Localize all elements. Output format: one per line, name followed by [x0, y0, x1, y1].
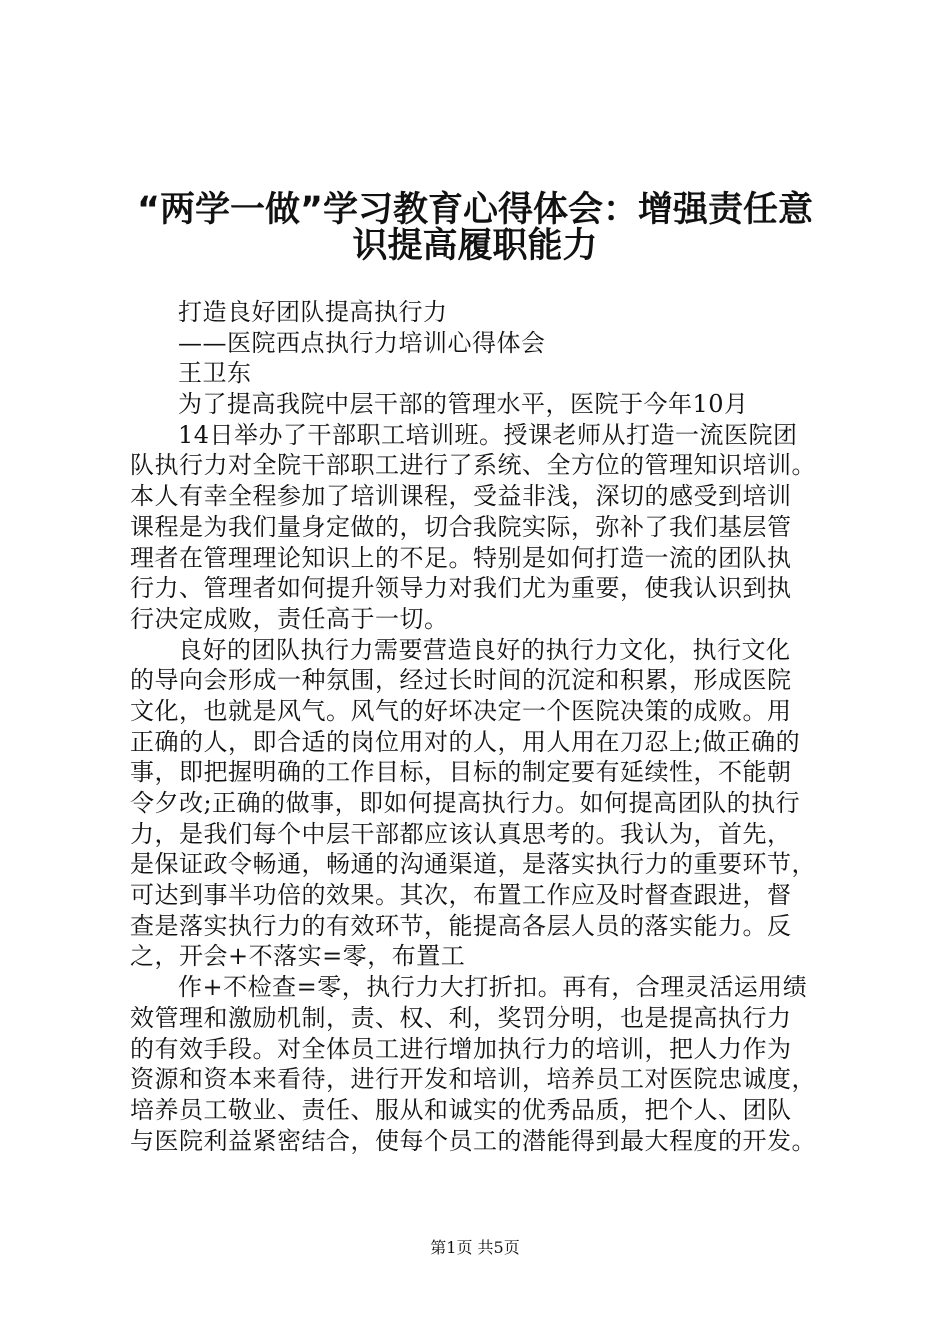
body-text-line: 打造良好团队提高执行力 [178, 298, 448, 326]
body-text-line: 与医院利益紧密结合，使每个员工的潜能得到最大程度的开发。 [130, 1126, 816, 1155]
body-text-line: 令夕改;正确的做事，即如何提高执行力。如何提高团队的执行 [130, 789, 801, 817]
body-text-line: 理者在管理理论知识上的不足。特别是如何打造一流的团队执 [130, 543, 792, 572]
body-text-line: 查是落实执行力的有效环节，能提高各层人员的落实能力。反 [130, 911, 792, 940]
body-text-line: 之，开会+不落实=零，布置工 [130, 942, 466, 971]
body-text-line: 的有效手段。对全体员工进行增加执行力的培训，把人力作为 [130, 1034, 792, 1063]
body-text-line: 队执行力对全院干部职工进行了系统、全方位的管理知识培训。 [130, 451, 816, 480]
body-text-line: 事，即把握明确的工作目标，目标的制定要有延续性，不能朝 [130, 758, 792, 787]
body-text-line: 是保证政令畅通，畅通的沟通渠道，是落实执行力的重要环节， [130, 850, 816, 879]
body-text-line: 正确的人，即合适的岗位用对的人，用人用在刀忍上;做正确的 [130, 727, 801, 756]
body-text-line: 作+不检查=零，执行力大打折扣。再有，合理灵活运用绩 [178, 973, 808, 1002]
document-title-line-1: “两学一做”学习教育心得体会：增强责任意 [136, 190, 813, 230]
body-text-line: 行决定成败，责任高于一切。 [130, 604, 449, 633]
body-text-line: 的导向会形成一种氛围，经过长时间的沉淀和积累，形成医院 [130, 666, 792, 695]
body-text-line: 本人有幸全程参加了培训课程，受益非浅，深切的感受到培训 [130, 482, 792, 511]
body-text-line: 效管理和激励机制，责、权、利，奖罚分明，也是提高执行力 [130, 1003, 792, 1032]
body-text-line: 王卫东 [178, 359, 252, 388]
body-text-line: ——医院西点执行力培训心得体会 [178, 328, 546, 357]
body-text-line: 培养员工敬业、责任、服从和诚实的优秀品质，把个人、团队 [130, 1095, 792, 1124]
body-text-line: 行力、管理者如何提升领导力对我们尤为重要，使我认识到执 [130, 574, 792, 603]
body-text-line: 资源和资本来看待，进行开发和培训，培养员工对医院忠诚度， [130, 1065, 816, 1094]
body-text-line: 文化，也就是风气。风气的好坏决定一个医院决策的成败。用 [130, 696, 792, 725]
body-text-line: 课程是为我们量身定做的，切合我院实际，弥补了我们基层管 [130, 512, 792, 541]
body-text-line: 14日举办了干部职工培训班。授课老师从打造一流医院团 [178, 420, 798, 449]
document-body [130, 297, 842, 1156]
body-text-line: 力，是我们每个中层干部都应该认真思考的。我认为，首先， [130, 819, 792, 848]
body-text-line: 可达到事半功倍的效果。其次，布置工作应及时督查跟进，督 [130, 881, 792, 910]
document-title-line-2: 识提高履职能力 [352, 226, 598, 266]
body-text-line: 为了提高我院中层干部的管理水平，医院于今年10月 [178, 390, 749, 419]
body-text-line: 良好的团队执行力需要营造良好的执行力文化，执行文化 [178, 635, 791, 664]
page-footer: 第1页 共5页 [430, 1238, 520, 1257]
